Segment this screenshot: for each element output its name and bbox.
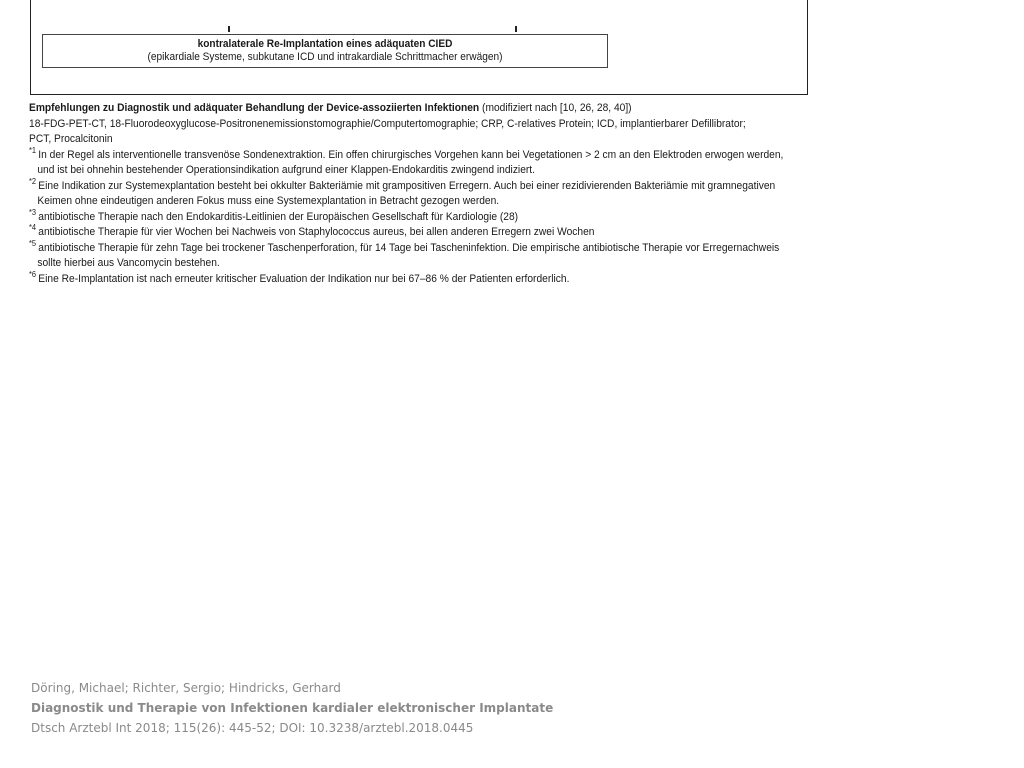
footnote-4: *4 antibiotische Therapie für vier Wochen bei Nachweis von Staphylococcus aureus, bei allen anderen Erregern zwei Wochen: [29, 223, 595, 238]
footnote-5: *5 antibiotische Therapie für zehn Tage bei trockener Taschenperforation, für 14 Tage bei Tascheninfektion. Die empirische antibiotische Therapie vor Erregernachweis: [29, 238, 780, 254]
footnote-3: *3 antibiotische Therapie nach den Endokarditis-Leitlinien der Europäischen Gesellschaft für Kardiologie (28): [29, 207, 519, 223]
footnote-6: *6 Eine Re-Implantation ist nach erneuter kritischer Evaluation der Indikation nur bei 67–86 % der Patienten erforderlich.: [29, 269, 570, 285]
footnote-5-continuation: sollte hierbei aus Vancomycin bestehen.: [37, 257, 220, 269]
footnote-2-continuation: Keimen ohne eindeutigen anderen Fokus muss eine Systemexplantation in Betracht gezogen werden.: [37, 195, 500, 207]
citation-title: Diagnostik und Therapie von Infektionen kardialer elektronischer Implantate: [31, 701, 554, 715]
footnote-text: antibiotische Therapie für zehn Tage bei trockener Taschenperforation, für 14 Tage bei Tascheninfektion. Die empirische antibiotische Therapie vor Erregernachweis: [38, 241, 780, 254]
citation-authors: Döring, Michael; Richter, Sergio; Hindricks, Gerhard: [31, 681, 341, 695]
citation-block: [31, 678, 553, 738]
legend-heading-bold: Empfehlungen zu Diagnostik und adäquater Behandlung der Device-assoziierten Infektionen: [29, 102, 480, 114]
legend-heading: [29, 101, 754, 117]
footnote-text: Eine Re-Implantation ist nach erneuter kritischer Evaluation der Indikation nur bei 67–86 % der Patienten erforderlich.: [38, 272, 570, 285]
flowchart-box-subtitle: (epikardiale Systeme, subkutane ICD und intrakardiale Schrittmacher erwägen): [147, 51, 503, 63]
flowchart-box-reimplantation: [42, 34, 608, 68]
figure-legend: [29, 101, 809, 287]
footnote-text: antibiotische Therapie nach den Endokarditis-Leitlinien der Europäischen Gesellschaft für Kardiologie (28): [38, 210, 519, 223]
flowchart-box-title: kontralaterale Re-Implantation eines adäquaten CIED: [197, 38, 453, 50]
citation-source: Dtsch Arztebl Int 2018; 115(26): 445-52; DOI: 10.3238/arztebl.2018.0445: [31, 721, 474, 735]
connector-tick-right: [515, 26, 517, 32]
connector-tick-left: [228, 26, 230, 32]
footnote-text: Eine Indikation zur Systemexplantation besteht bei okkulter Bakteriämie mit grampositiven Erregern. Auch bei einer rezidivierenden Bakteriämie mit gramnegativen: [38, 179, 776, 192]
footnote-text: In der Regel als interventionelle transvenöse Sondenextraktion. Ein offen chirurgisches Vorgehen kann bei Vegetationen > 2 cm an den Elektroden erwogen werden,: [38, 148, 784, 161]
footnote-1: *1 In der Regel als interventionelle transvenöse Sondenextraktion. Ein offen chirurgisches Vorgehen kann bei Vegetationen > 2 cm an den Elektroden erwogen werden,: [29, 145, 784, 161]
legend-heading-ref: (modifiziert nach [10, 26, 28, 40]): [479, 102, 632, 114]
footnote-2: *2 Eine Indikation zur Systemexplantation besteht bei okkulter Bakteriämie mit grampositiven Erregern. Auch bei einer rezidivierenden Bakteriämie mit gramnegativen: [29, 176, 776, 192]
footnote-1-continuation: und ist bei ohnehin bestehender Operationsindikation aufgrund einer Klappen-Endokarditis zwingend indiziert.: [37, 164, 535, 176]
legend-abbreviations-line-1: 18-FDG-PET-CT, 18-Fluorodeoxyglucose-Positronenemissionstomographie/Computertomographie; CRP, C-relatives Protein; ICD, implantierbarer Defillibrator;: [29, 117, 746, 130]
legend-abbreviations-line-2: PCT, Procalcitonin: [29, 133, 113, 145]
footnote-text: antibiotische Therapie für vier Wochen bei Nachweis von Staphylococcus aureus, bei allen anderen Erregern zwei Wochen: [38, 226, 595, 238]
